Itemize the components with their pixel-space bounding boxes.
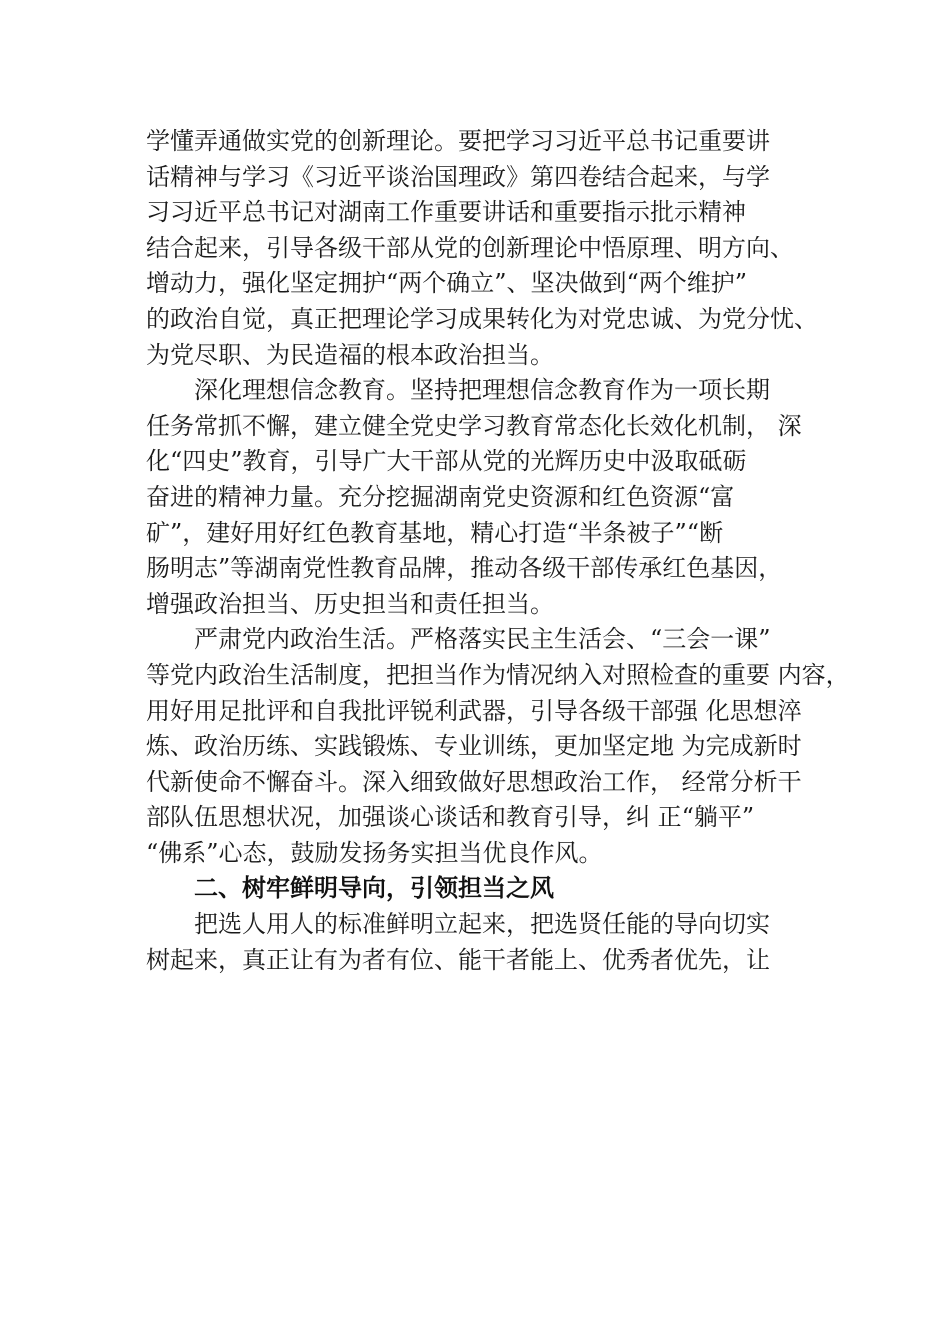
text-line: 矿”，建好用好红色教育基地，精心打造“半条被子”“断 (146, 518, 724, 547)
text-line: 奋进的精神力量。充分挖掘湖南党史资源和红色资源“富 (146, 482, 735, 511)
text-line: 等党内政治生活制度，把担当作为情况纳入对照检查的重要 内容， (146, 660, 850, 689)
text-line: 部队伍思想状况，加强谈心谈话和教育引导，纠 正“躺平” (146, 803, 755, 832)
text-line: “佛系”心态，鼓励发扬务实担当优良作风。 (146, 838, 603, 867)
text-line: 学懂弄通做实党的创新理论。要把学习习近平总书记重要讲 (146, 127, 770, 155)
text-line: 增强政治担当、历史担当和责任担当。 (146, 589, 554, 618)
text-line: 炼、政治历练、实践锻炼、专业训练，更加坚定地 为完成新时 (146, 732, 802, 761)
section-heading: 二、树牢鲜明导向，引领担当之风 (146, 874, 554, 903)
text-line: 增动力，强化坚定拥护“两个确立”、坚决做到“两个维护” (146, 269, 748, 298)
text-line: 任务常抓不懈，建立健全党史学习教育常态化长效化机制， 深 (146, 411, 802, 440)
text-line: 树起来，真正让有为者有位、能干者能上、优秀者优先，让 (146, 945, 770, 974)
text-line: 化“四史”教育，引导广大干部从党的光辉历史中汲取砥砺 (146, 447, 747, 476)
text-line: 用好用足批评和自我批评锐利武器，引导各级干部强 化思想淬 (146, 696, 802, 725)
text-line: 严肃党内政治生活。严格落实民主生活会、“三会一课” (146, 625, 771, 654)
text-line: 肠明志”等湖南党性教育品牌，推动各级干部传承红色基因， (146, 554, 783, 583)
text-line: 为党尽职、为民造福的根本政治担当。 (146, 340, 554, 369)
text-line: 深化理想信念教育。坚持把理想信念教育作为一项长期 (146, 376, 770, 405)
body-text (146, 124, 866, 978)
text-line: 结合起来，引导各级干部从党的创新理论中悟原理、明方向、 (146, 233, 794, 262)
text-line: 把选人用人的标准鲜明立起来，把选贤任能的导向切实 (146, 910, 770, 939)
text-line: 话精神与学习《习近平谈治国理政》第四卷结合起来，与学 (146, 162, 770, 191)
text-line: 的政治自觉，真正把理论学习成果转化为对党忠诚、为党分忧、 (146, 304, 818, 333)
text-line: 代新使命不懈奋斗。深入细致做好思想政治工作， 经常分析干 (146, 767, 802, 796)
text-line: 习习近平总书记对湖南工作重要讲话和重要指示批示精神 (146, 198, 746, 227)
